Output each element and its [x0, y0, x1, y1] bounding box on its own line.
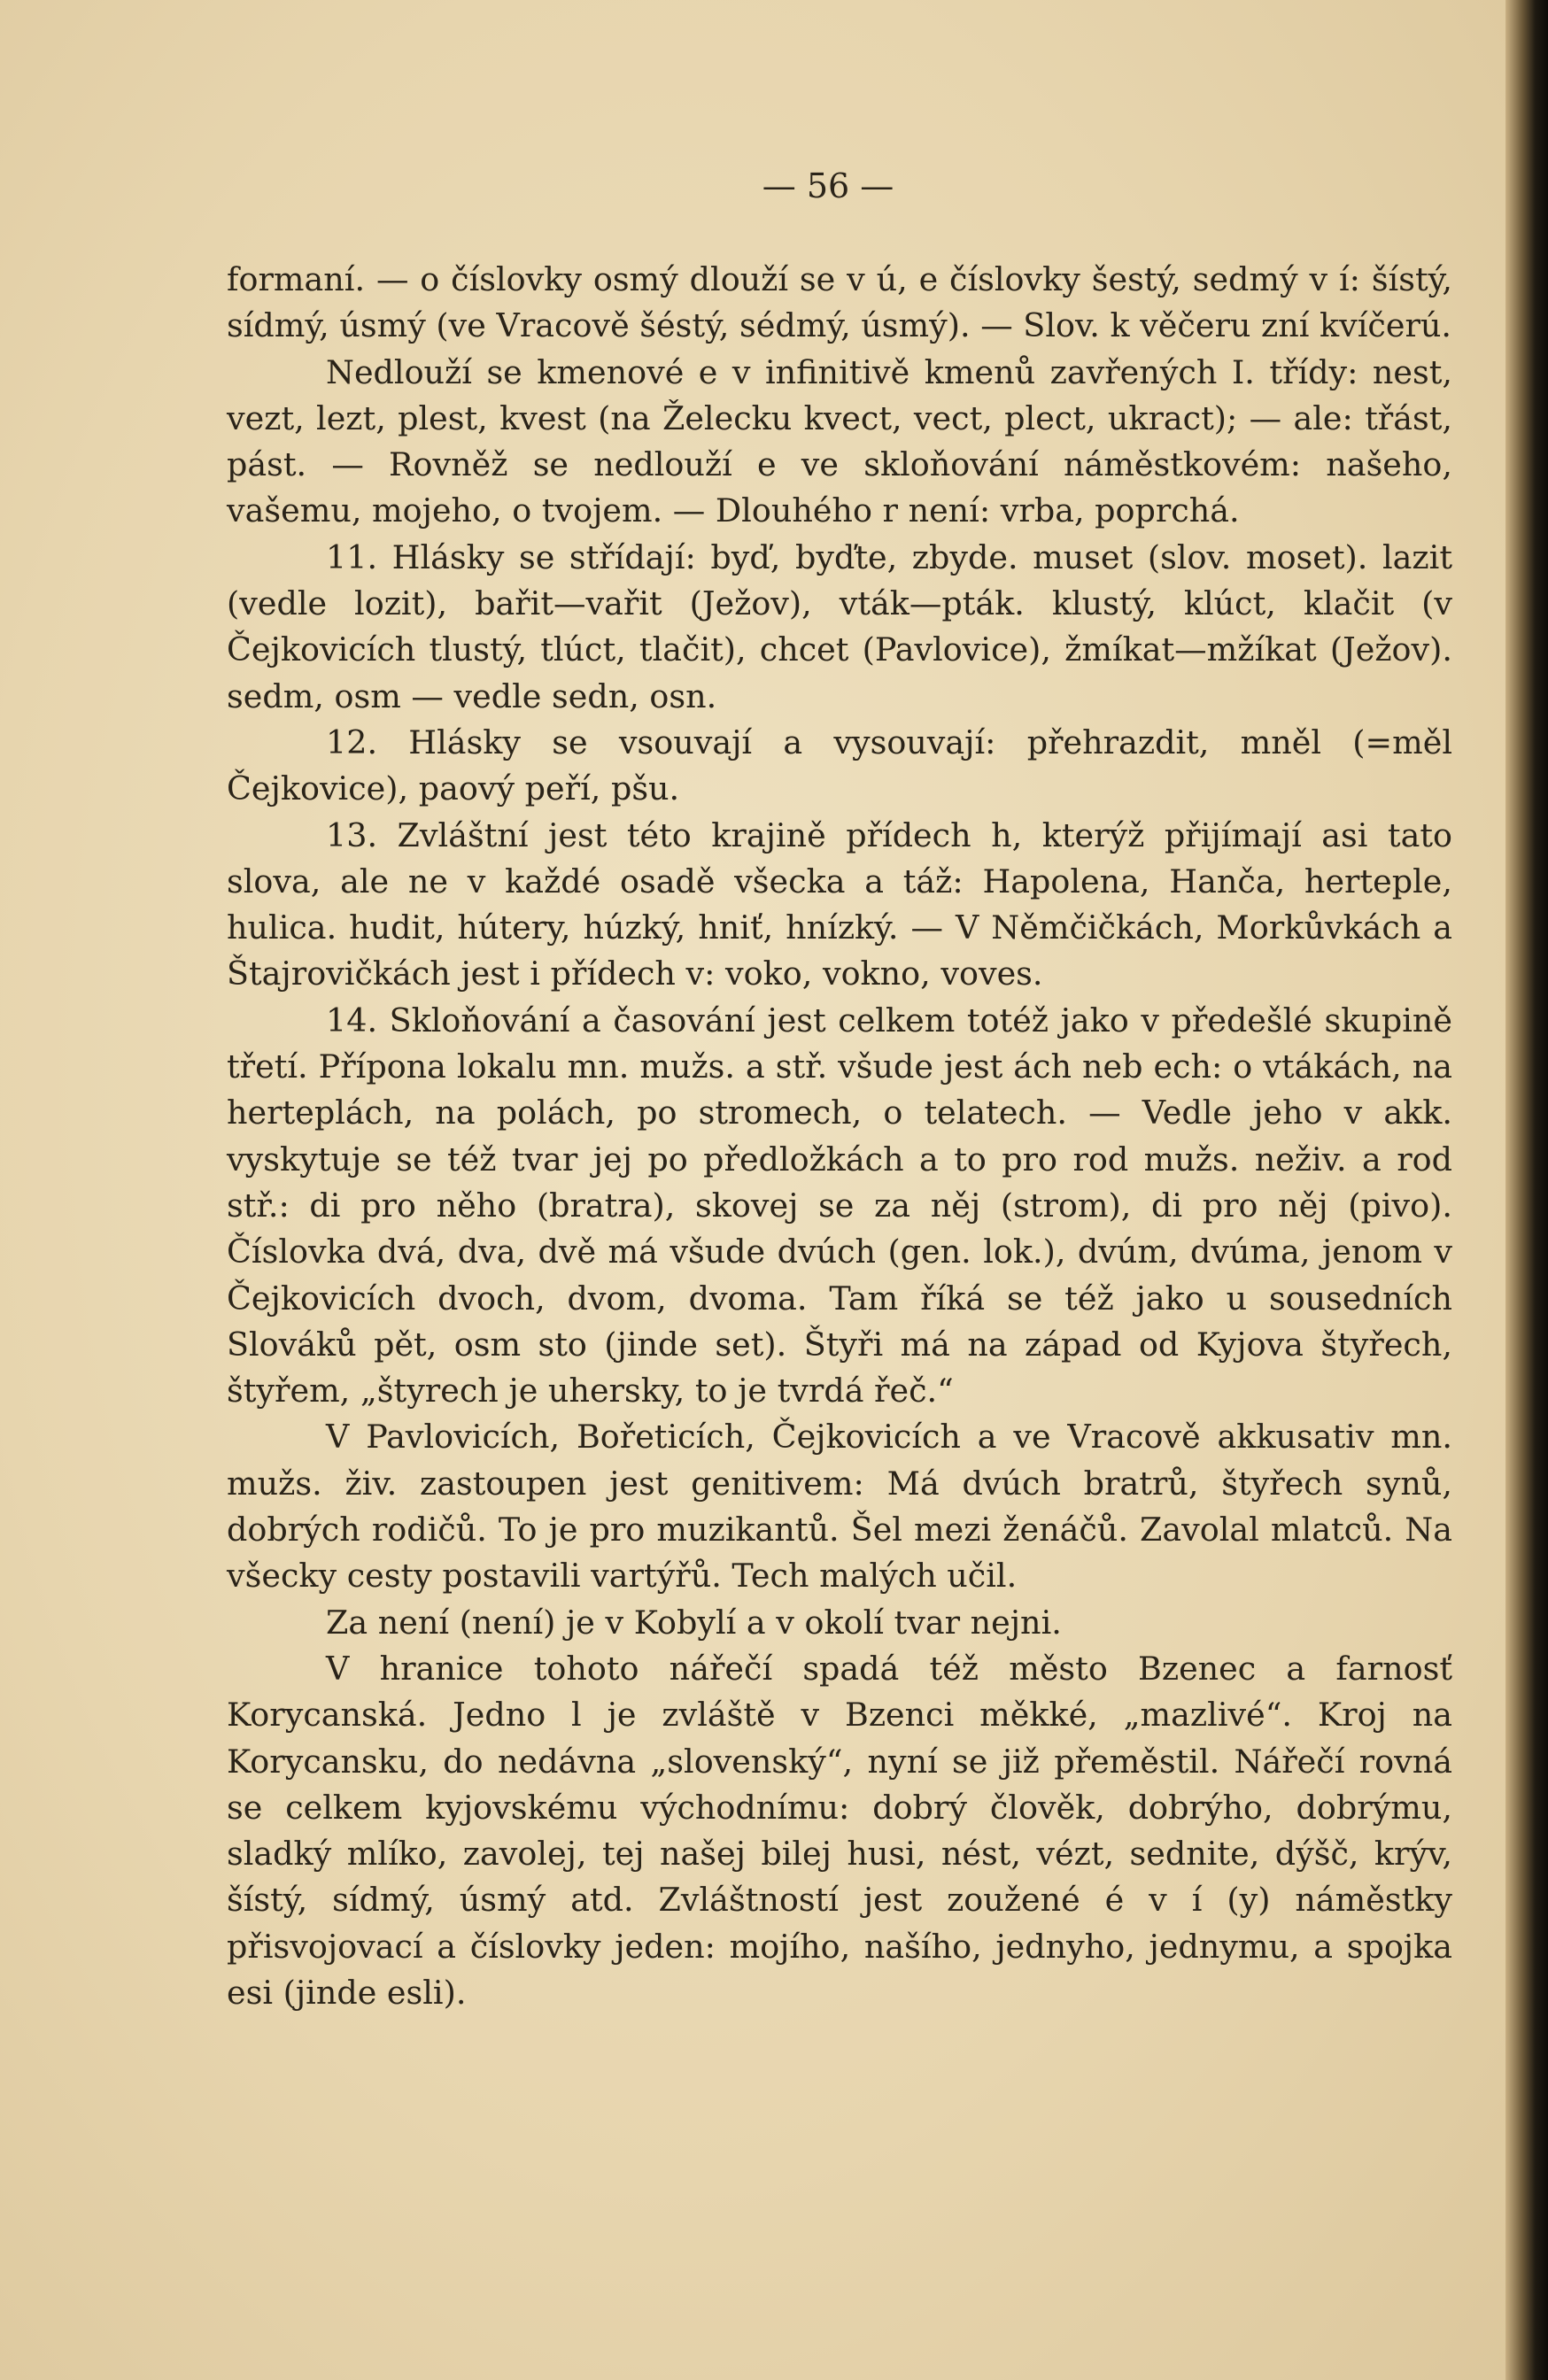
paragraph-7: V Pavlovicích, Bořeticích, Čejkovicích a ve Vracově akkusativ mn. mužs. živ. zastoupen jest genitivem: Má dvúch bratrů, štyřech synů, dobrých rodičů. To je pro muzikantů. Šel mezi ženáčů. Zavolal mlatců. Na všecky cesty postavili vartýřů. Tech malých učil.: [227, 1418, 1452, 1596]
page-number: — 56 —: [762, 166, 894, 205]
paragraph-4: 12. Hlásky se vsouvají a vysouvají: přehrazdit, mněl (=měl Čejkovice), paový peří, pšu.: [227, 722, 1452, 808]
paragraph-2: Nedlouží se kmenové e v infinitivě kmenů zavřených I. třídy: nest, vezt, lezt, plest, kvest (na Želecku kvect, vect, plect, ukract); — ale: třást, pást. — Rovněž se nedlouží e ve skloňování náměstkovém: našeho, vašemu, mojeho, o tvojem. — Dlouhého r není: vrba, poprchá.: [227, 352, 1452, 530]
body-text: [227, 257, 1452, 2016]
paragraph-9: V hranice tohoto nářečí spadá též město Bzenec a farnosť Korycanská. Jedno l je zvláště v Bzenci měkké, „mazlivé“. Kroj na Korycansku, do nedávna „slovenský“, nyní se již přeměstil. Nářečí rovná se celkem kyjovskému východnímu: dobrý člověk, dobrýho, dobrýmu, sladký mlíko, zavolej, tej našej bilej husi, nést, vézt, sednite, dýšč, krýv, šístý, sídmý, úsmý atd. Zvláštností jest zoužené é v í (y) náměstky přisvojovací a číslovky jeden: mojího, našího, jednyho, jednymu, a spojka esi (jinde esli).: [227, 1649, 1452, 2012]
paragraph-8: Za není (není) je v Kobylí a v okolí tvar nejni.: [326, 1603, 1062, 1642]
book-binding-edge: [1505, 0, 1548, 2380]
paragraph-3: 11. Hlásky se střídají: byď, byďte, zbyde. muset (slov. moset). lazit (vedle lozit), bařit—vařit (Ježov), vták—pták. klustý, klúct, klačit (v Čejkovicích tlustý, tlúct, tlačit), chcet (Pavlovice), žmíkat—mžíkat (Ježov). sedm, osm — vedle sedn, osn.: [227, 537, 1452, 715]
paragraph-6: 14. Skloňování a časování jest celkem totéž jako v předešlé skupině třetí. Přípona lokalu mn. mužs. a stř. všude jest ách neb ech: o vtákách, na herteplách, na polách, po stromech, o telatech. — Vedle jeho v akk. vyskytuje se též tvar jej po předložkách a to pro rod mužs. neživ. a rod stř.: di pro něho (bratra), skovej se za něj (strom), di pro něj (pivo). Číslovka dvá, dva, dvě má všude dvúch (gen. lok.), dvúm, dvúma, jenom v Čejkovicích dvoch, dvom, dvoma. Tam říká se též jako u sousedních Slováků pět, osm sto (jinde set). Štyři má na západ od Kyjova štyřech, štyřem, „štyrech je uhersky, to je tvrdá řeč.“: [227, 1001, 1452, 1410]
paragraph-5: 13. Zvláštní jest této krajině přídech h, kterýž přijímají asi tato slova, ale ne v každé osadě všecka a táž: Hapolena, Hanča, herteple, hulica. hudit, hútery, húzký, hniť, hnízký. — V Němčičkách, Morkůvkách a Štajrovičkách jest i přídech v: voko, vokno, voves.: [227, 815, 1452, 993]
paragraph-1: formaní. — o číslovky osmý dlouží se v ú, e číslovky šestý, sedmý v í: šístý, sídmý, úsmý (ve Vracově šéstý, sédmý, úsmý). — Slov. k věčeru zní kvíčerú.: [227, 260, 1452, 345]
